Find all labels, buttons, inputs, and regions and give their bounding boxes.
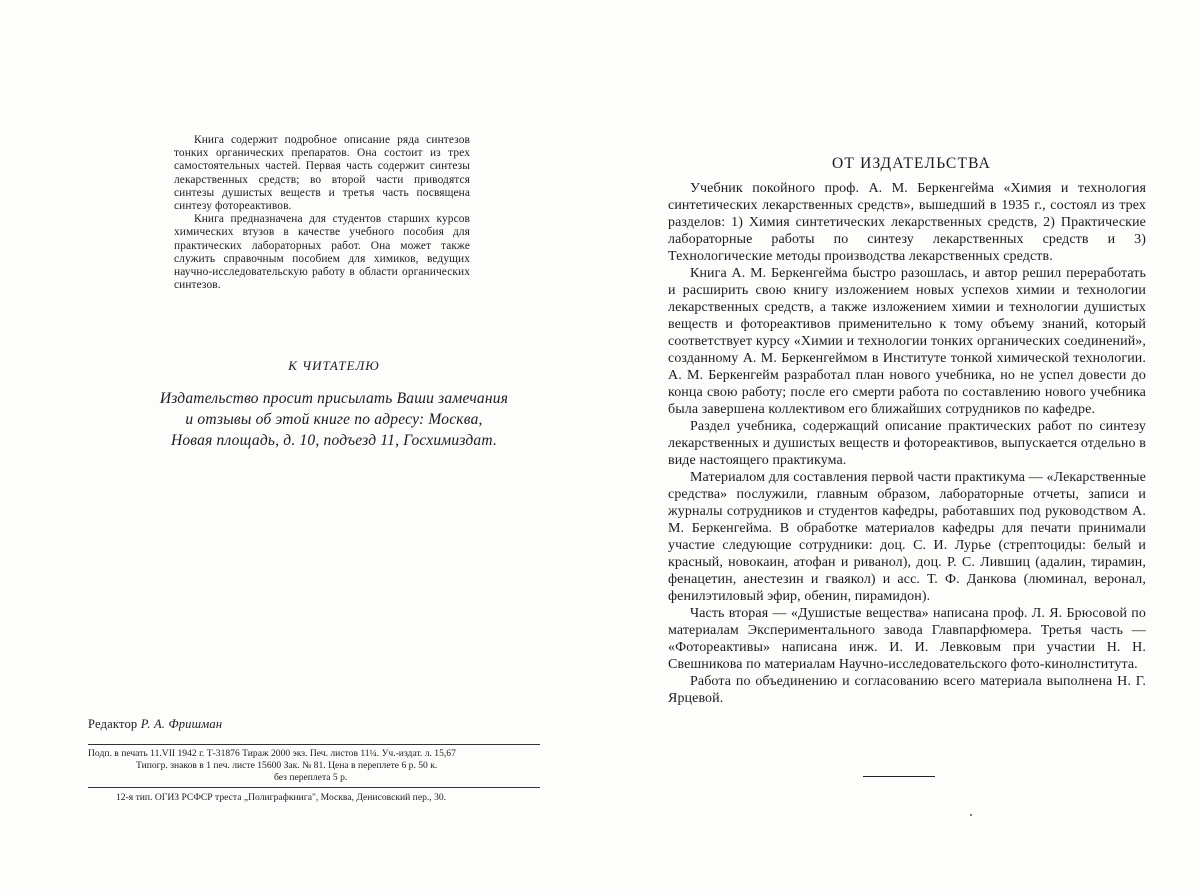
to-reader-line: Новая площадь, д. 10, подъезд 11, Госхимиздат. (170, 432, 498, 449)
foreword-paragraph: Материалом для составления первой части практикума — «Лекарственные средства» послужили, главным образом, лабораторные отчеты, записи и журналы сотрудников и студентов кафедры, работавших под руководством А. М. Беркенгейма. В обработке материалов кафедры для печати принимали участие следующие сотрудники: доц. С. И. Лурье (стрептоциды: белый и красный, новокаин, атофан и риванол), доц. Р. С. Лившиц (адалин, тирамин, фенацетин, анестезин и гваякол) и асс. Т. Ф. Данкова (люминал, веронал, фенилэтиловый эфир, обенин, пирамидон). (668, 470, 1146, 604)
foreword-paragraph: Книга А. М. Беркенгейма быстро разошлась, и автор решил переработать и расширить свою книгу изложением новых успехов химии и технологии лекарственных средств, а также изложением химии и технологии душистых веществ и фотореактивов применительно к тому объему знаний, который соответствует курсу «Химии и технологии тонких органических соединений», созданному А. М. Беркенгеймом в Институте тонкой химической технологии. А. М. Беркенгейм разработал план нового учебника, но не успел довести до конца свою работу; после его смерти работа по составлению нового учебника была завершена коллективом его ближайших сотрудников по кафедре. (668, 266, 1146, 417)
imprint-rule (88, 744, 540, 745)
printer-line: 12-я тип. ОГИЗ РСФСР треста „Полиграфкнига", Москва, Денисовский пер., 30. (116, 792, 447, 803)
imprint-line: без переплета 5 р. (274, 772, 348, 783)
editor-name: Р. А. Фришман (140, 717, 223, 731)
editor-credit (88, 718, 548, 730)
scan-speck (970, 814, 972, 816)
foreword-paragraph: Учебник покойного проф. А. М. Беркенгейма «Химия и технология синтетических лекарственных средств», вышедший в 1935 г., состоял из трех разделов: 1) Химия синтетических лекарственных средств, 2) Практические лабораторные работы по синтезу лекарственных средств и 3) Технологические методы производства лекарственных средств. (668, 181, 1146, 264)
imprint-rule (88, 787, 540, 788)
publisher-foreword (668, 180, 1146, 707)
right-page (600, 0, 1200, 895)
annotation-paragraph: Книга содержит подробное описание ряда синтезов тонких органических препаратов. Она состоит из трех самостоятельных частей. Первая часть содержит синтезы лекарственных средств; во второй части приводятся синтезы душистых веществ и третья часть посвящена синтезу фотореактивов. (174, 134, 470, 213)
end-divider (863, 776, 935, 777)
foreword-paragraph: Часть вторая — «Душистые вещества» написана проф. Л. Я. Брюсовой по материалам Экспериментального завода Главпарфюмера. Третья часть — «Фотореактивы» написана инж. И. И. Левковым при участии Н. Н. Свешникова по материалам Научно-исследовательского фото-кинолнститута. (668, 606, 1146, 672)
to-reader-text (136, 388, 532, 451)
foreword-paragraph: Работа по объединению и согласованию всего материала выполнена Н. Г. Ярцевой. (668, 674, 1146, 706)
editor-label: Редактор (88, 717, 138, 731)
to-reader-section (136, 358, 532, 451)
to-reader-heading: К ЧИТАТЕЛЮ (288, 358, 380, 373)
book-annotation (174, 134, 470, 292)
imprint-block (88, 718, 548, 804)
foreword-paragraph: Раздел учебника, содержащий описание практических работ по синтезу лекарственных и душистых веществ и фотореактивов, выпускается отдельно в виде настоящего практикума. (668, 419, 1146, 468)
to-reader-line: и отзывы об этой книге по адресу: Москва, (185, 411, 483, 428)
to-reader-line: Издательство просит присылать Ваши замечания (159, 390, 509, 407)
page-title: ОТ ИЗДАТЕЛЬСТВА (832, 155, 992, 172)
imprint-line: Типогр. знаков в 1 печ. листе 15600 Зак. № 81. Цена в переплете 6 р. 50 к. (136, 760, 438, 771)
annotation-paragraph: Книга предназначена для студентов старших курсов химических втузов в качестве учебного пособия для практических лабораторных работ. Она может также служить справочным пособием для химиков, ведущих научно-исследовательскую работу в области органических синтезов. (174, 213, 470, 292)
imprint-line: Подп. в печать 11.VII 1942 г. Т-31876 Тираж 2000 экз. Печ. листов 11¼. Уч.-издат. л. 15,67 (88, 748, 456, 759)
